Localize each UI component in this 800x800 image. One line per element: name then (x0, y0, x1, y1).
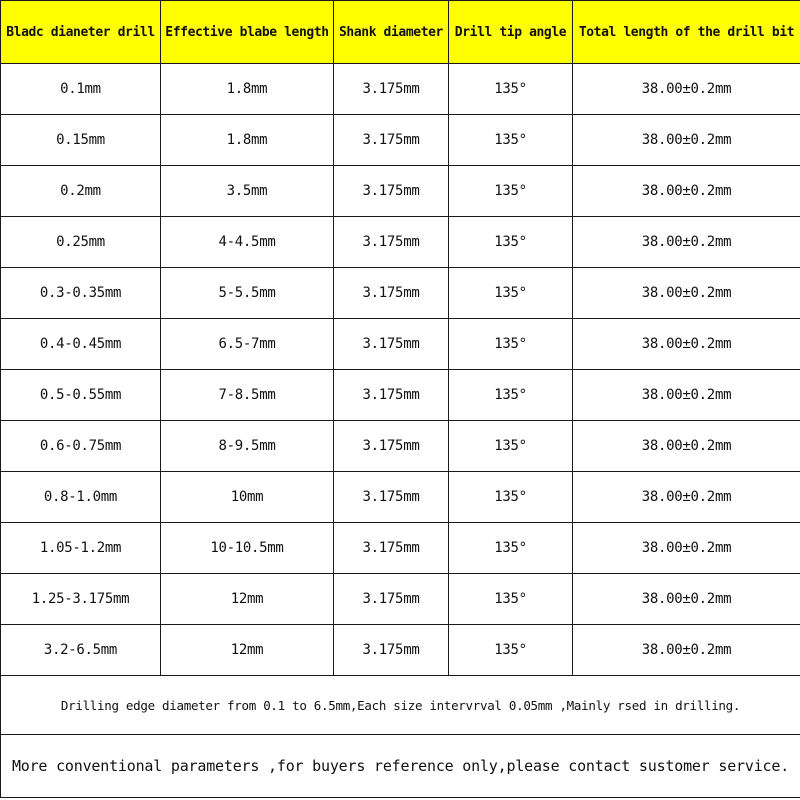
cell-total-length: 38.00±0.2mm (573, 370, 800, 421)
cell-shank-diameter: 3.175mm (334, 472, 449, 523)
cell-total-length: 38.00±0.2mm (573, 472, 800, 523)
cell-blade-diameter: 0.1mm (1, 64, 161, 115)
cell-blade-diameter: 0.15mm (1, 115, 161, 166)
cell-total-length: 38.00±0.2mm (573, 64, 800, 115)
header-total-length: Total length of the drill bit (573, 1, 800, 64)
table-row (1, 574, 800, 625)
cell-blade-diameter: 0.6-0.75mm (1, 421, 161, 472)
cell-effective-length: 12mm (161, 625, 334, 676)
cell-blade-diameter: 0.2mm (1, 166, 161, 217)
cell-blade-diameter: 3.2-6.5mm (1, 625, 161, 676)
cell-total-length: 38.00±0.2mm (573, 319, 800, 370)
table-header (1, 1, 800, 64)
cell-tip-angle: 135° (449, 421, 573, 472)
cell-shank-diameter: 3.175mm (334, 64, 449, 115)
cell-blade-diameter: 1.05-1.2mm (1, 523, 161, 574)
cell-effective-length: 1.8mm (161, 64, 334, 115)
cell-shank-diameter: 3.175mm (334, 268, 449, 319)
table-row (1, 625, 800, 676)
cell-tip-angle: 135° (449, 115, 573, 166)
cell-tip-angle: 135° (449, 370, 573, 421)
cell-total-length: 38.00±0.2mm (573, 115, 800, 166)
note-size-range: Drilling edge diameter from 0.1 to 6.5mm,Each size intervrval 0.05mm ,Mainly rsed in drilling. (1, 676, 800, 735)
cell-blade-diameter: 0.25mm (1, 217, 161, 268)
table-row (1, 166, 800, 217)
cell-effective-length: 10-10.5mm (161, 523, 334, 574)
cell-tip-angle: 135° (449, 319, 573, 370)
table-notes (1, 676, 800, 798)
cell-shank-diameter: 3.175mm (334, 625, 449, 676)
cell-tip-angle: 135° (449, 472, 573, 523)
cell-effective-length: 5-5.5mm (161, 268, 334, 319)
cell-total-length: 38.00±0.2mm (573, 166, 800, 217)
cell-tip-angle: 135° (449, 64, 573, 115)
cell-shank-diameter: 3.175mm (334, 166, 449, 217)
cell-total-length: 38.00±0.2mm (573, 217, 800, 268)
header-blade-diameter: Bladc dianeter drill (1, 1, 161, 64)
cell-blade-diameter: 0.3-0.35mm (1, 268, 161, 319)
cell-effective-length: 7-8.5mm (161, 370, 334, 421)
table-row (1, 421, 800, 472)
cell-effective-length: 1.8mm (161, 115, 334, 166)
cell-tip-angle: 135° (449, 574, 573, 625)
cell-effective-length: 12mm (161, 574, 334, 625)
table-row (1, 472, 800, 523)
header-shank-diameter: Shank diameter (334, 1, 449, 64)
cell-total-length: 38.00±0.2mm (573, 421, 800, 472)
table-body (1, 64, 800, 676)
table-row (1, 319, 800, 370)
cell-tip-angle: 135° (449, 523, 573, 574)
cell-blade-diameter: 1.25-3.175mm (1, 574, 161, 625)
cell-shank-diameter: 3.175mm (334, 370, 449, 421)
cell-shank-diameter: 3.175mm (334, 574, 449, 625)
cell-effective-length: 10mm (161, 472, 334, 523)
cell-effective-length: 6.5-7mm (161, 319, 334, 370)
note-row-1 (1, 676, 800, 735)
table-row (1, 217, 800, 268)
cell-tip-angle: 135° (449, 217, 573, 268)
cell-shank-diameter: 3.175mm (334, 217, 449, 268)
cell-effective-length: 8-9.5mm (161, 421, 334, 472)
cell-blade-diameter: 0.8-1.0mm (1, 472, 161, 523)
cell-tip-angle: 135° (449, 268, 573, 319)
cell-total-length: 38.00±0.2mm (573, 574, 800, 625)
cell-effective-length: 4-4.5mm (161, 217, 334, 268)
cell-tip-angle: 135° (449, 166, 573, 217)
cell-shank-diameter: 3.175mm (334, 319, 449, 370)
note-row-2 (1, 735, 800, 798)
table-row (1, 268, 800, 319)
table-row (1, 64, 800, 115)
cell-total-length: 38.00±0.2mm (573, 268, 800, 319)
cell-effective-length: 3.5mm (161, 166, 334, 217)
cell-total-length: 38.00±0.2mm (573, 625, 800, 676)
cell-blade-diameter: 0.4-0.45mm (1, 319, 161, 370)
header-row (1, 1, 800, 64)
cell-shank-diameter: 3.175mm (334, 421, 449, 472)
cell-tip-angle: 135° (449, 625, 573, 676)
table-row (1, 115, 800, 166)
note-contact: More conventional parameters ,for buyers reference only,please contact sustomer service. (1, 735, 800, 798)
cell-shank-diameter: 3.175mm (334, 115, 449, 166)
header-effective-length: Effective blabe length (161, 1, 334, 64)
header-tip-angle: Drill tip angle (449, 1, 573, 64)
cell-total-length: 38.00±0.2mm (573, 523, 800, 574)
table-row (1, 523, 800, 574)
table-row (1, 370, 800, 421)
cell-shank-diameter: 3.175mm (334, 523, 449, 574)
cell-blade-diameter: 0.5-0.55mm (1, 370, 161, 421)
